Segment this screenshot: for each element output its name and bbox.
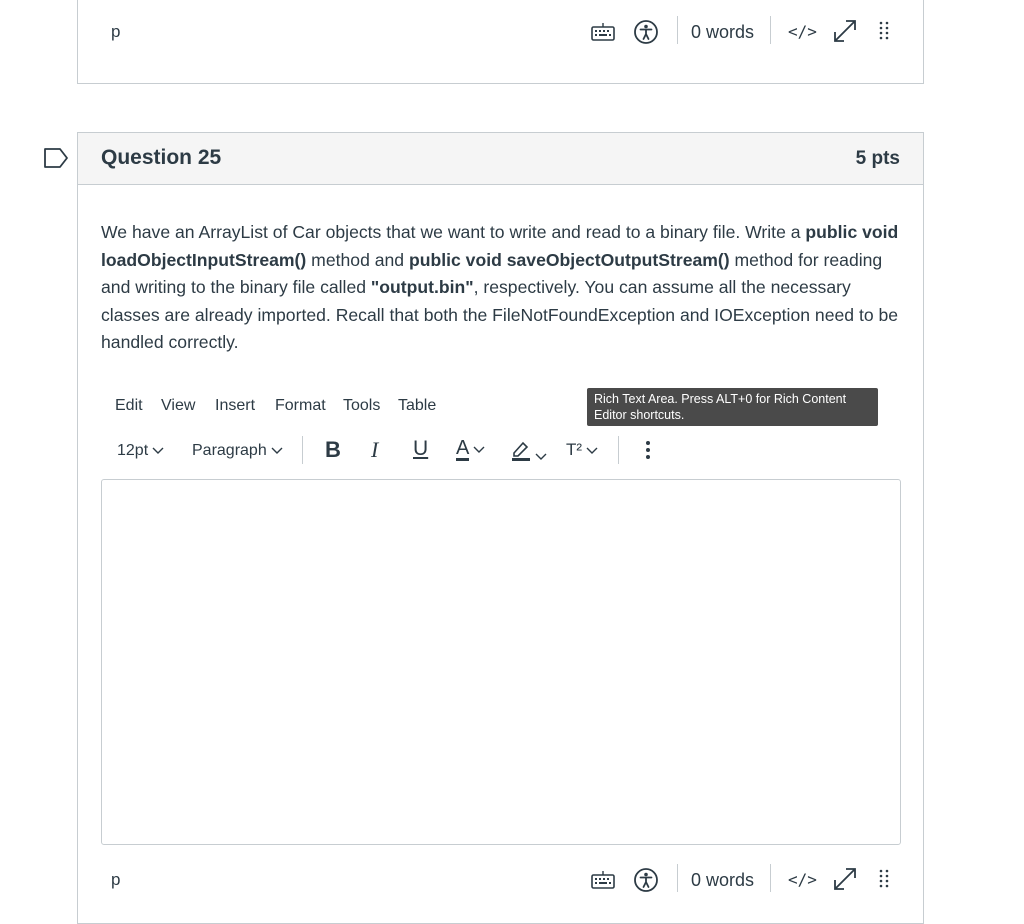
toolbar-separator	[302, 436, 303, 464]
fullscreen-icon[interactable]	[832, 866, 858, 897]
question-points: 5 pts	[855, 148, 900, 169]
more-options-button[interactable]	[644, 438, 652, 467]
html-editor-toggle[interactable]: </>	[788, 870, 817, 889]
flag-question-icon[interactable]	[43, 147, 69, 174]
status-separator	[770, 864, 771, 892]
question-text-part: , respectively. You can assume all the necessary classes are already imported. Recall that both the FileNotFoundException and IOException need to be handled correctly.	[101, 277, 899, 352]
keyboard-shortcuts-icon[interactable]	[591, 22, 615, 47]
question-text-bold: public void saveObjectOutputStream()	[408, 249, 730, 270]
question-text-bold: "output.bin"	[370, 277, 474, 297]
status-separator	[770, 16, 771, 44]
chevron-down-icon	[473, 446, 485, 454]
keyboard-shortcuts-icon[interactable]	[591, 870, 615, 895]
rich-text-tooltip: Rich Text Area. Press ALT+0 for Rich Content Editor shortcuts.	[587, 388, 878, 426]
question-text-part: method and	[306, 249, 409, 270]
resize-handle-icon[interactable]	[878, 20, 890, 47]
question-text-part: We have an ArrayList of Car objects that we want to write and read to a binary file. Write a	[101, 222, 806, 242]
status-separator	[677, 16, 678, 44]
resize-handle-icon[interactable]	[878, 868, 890, 895]
highlighter-icon	[511, 439, 531, 461]
word-count[interactable]: 0 words	[691, 870, 755, 890]
menu-view[interactable]: View	[161, 397, 196, 414]
italic-button[interactable]: I	[371, 437, 379, 462]
rich-text-editor[interactable]	[101, 479, 901, 845]
font-size-value: 12pt	[117, 442, 149, 459]
toolbar-separator	[618, 436, 619, 464]
more-vertical-icon	[644, 438, 652, 462]
question-title: Question 25	[101, 146, 222, 169]
menu-tools[interactable]: Tools	[343, 397, 381, 414]
chevron-down-icon	[152, 447, 164, 455]
menu-format[interactable]: Format	[275, 397, 326, 414]
menu-insert[interactable]: Insert	[215, 397, 256, 414]
question-header	[77, 132, 924, 185]
question-text-part: method for reading and writing to the binary file called	[101, 249, 883, 297]
superscript-icon: T²	[566, 440, 583, 459]
html-editor-toggle[interactable]: </>	[788, 22, 817, 41]
question-text	[101, 219, 901, 357]
menu-edit[interactable]: Edit	[115, 397, 143, 414]
status-separator	[677, 864, 678, 892]
editor-toolbar	[101, 436, 661, 466]
bold-button[interactable]: B	[325, 437, 341, 462]
chevron-down-icon	[586, 447, 598, 455]
element-path[interactable]: p	[111, 22, 121, 41]
editor-status-bar	[78, 862, 924, 902]
chevron-down-icon	[535, 453, 547, 461]
highlight-color-button[interactable]	[511, 439, 547, 466]
fullscreen-icon[interactable]	[832, 18, 858, 49]
underline-button[interactable]: U	[413, 437, 429, 460]
superscript-button[interactable]	[566, 440, 598, 460]
text-color-icon: A	[456, 437, 470, 459]
block-format-select[interactable]	[192, 442, 283, 460]
font-size-select[interactable]	[117, 442, 164, 460]
accessibility-checker-icon[interactable]	[633, 19, 659, 50]
question-text-bold: public void loadObjectInputStream()	[101, 222, 899, 270]
chevron-down-icon	[271, 447, 283, 455]
word-count[interactable]: 0 words	[691, 22, 755, 42]
element-path[interactable]: p	[111, 870, 121, 889]
menu-table[interactable]: Table	[398, 397, 437, 414]
text-color-button[interactable]	[456, 438, 485, 461]
block-format-value: Paragraph	[192, 442, 267, 459]
previous-status-bar	[78, 14, 924, 54]
accessibility-checker-icon[interactable]	[633, 867, 659, 898]
